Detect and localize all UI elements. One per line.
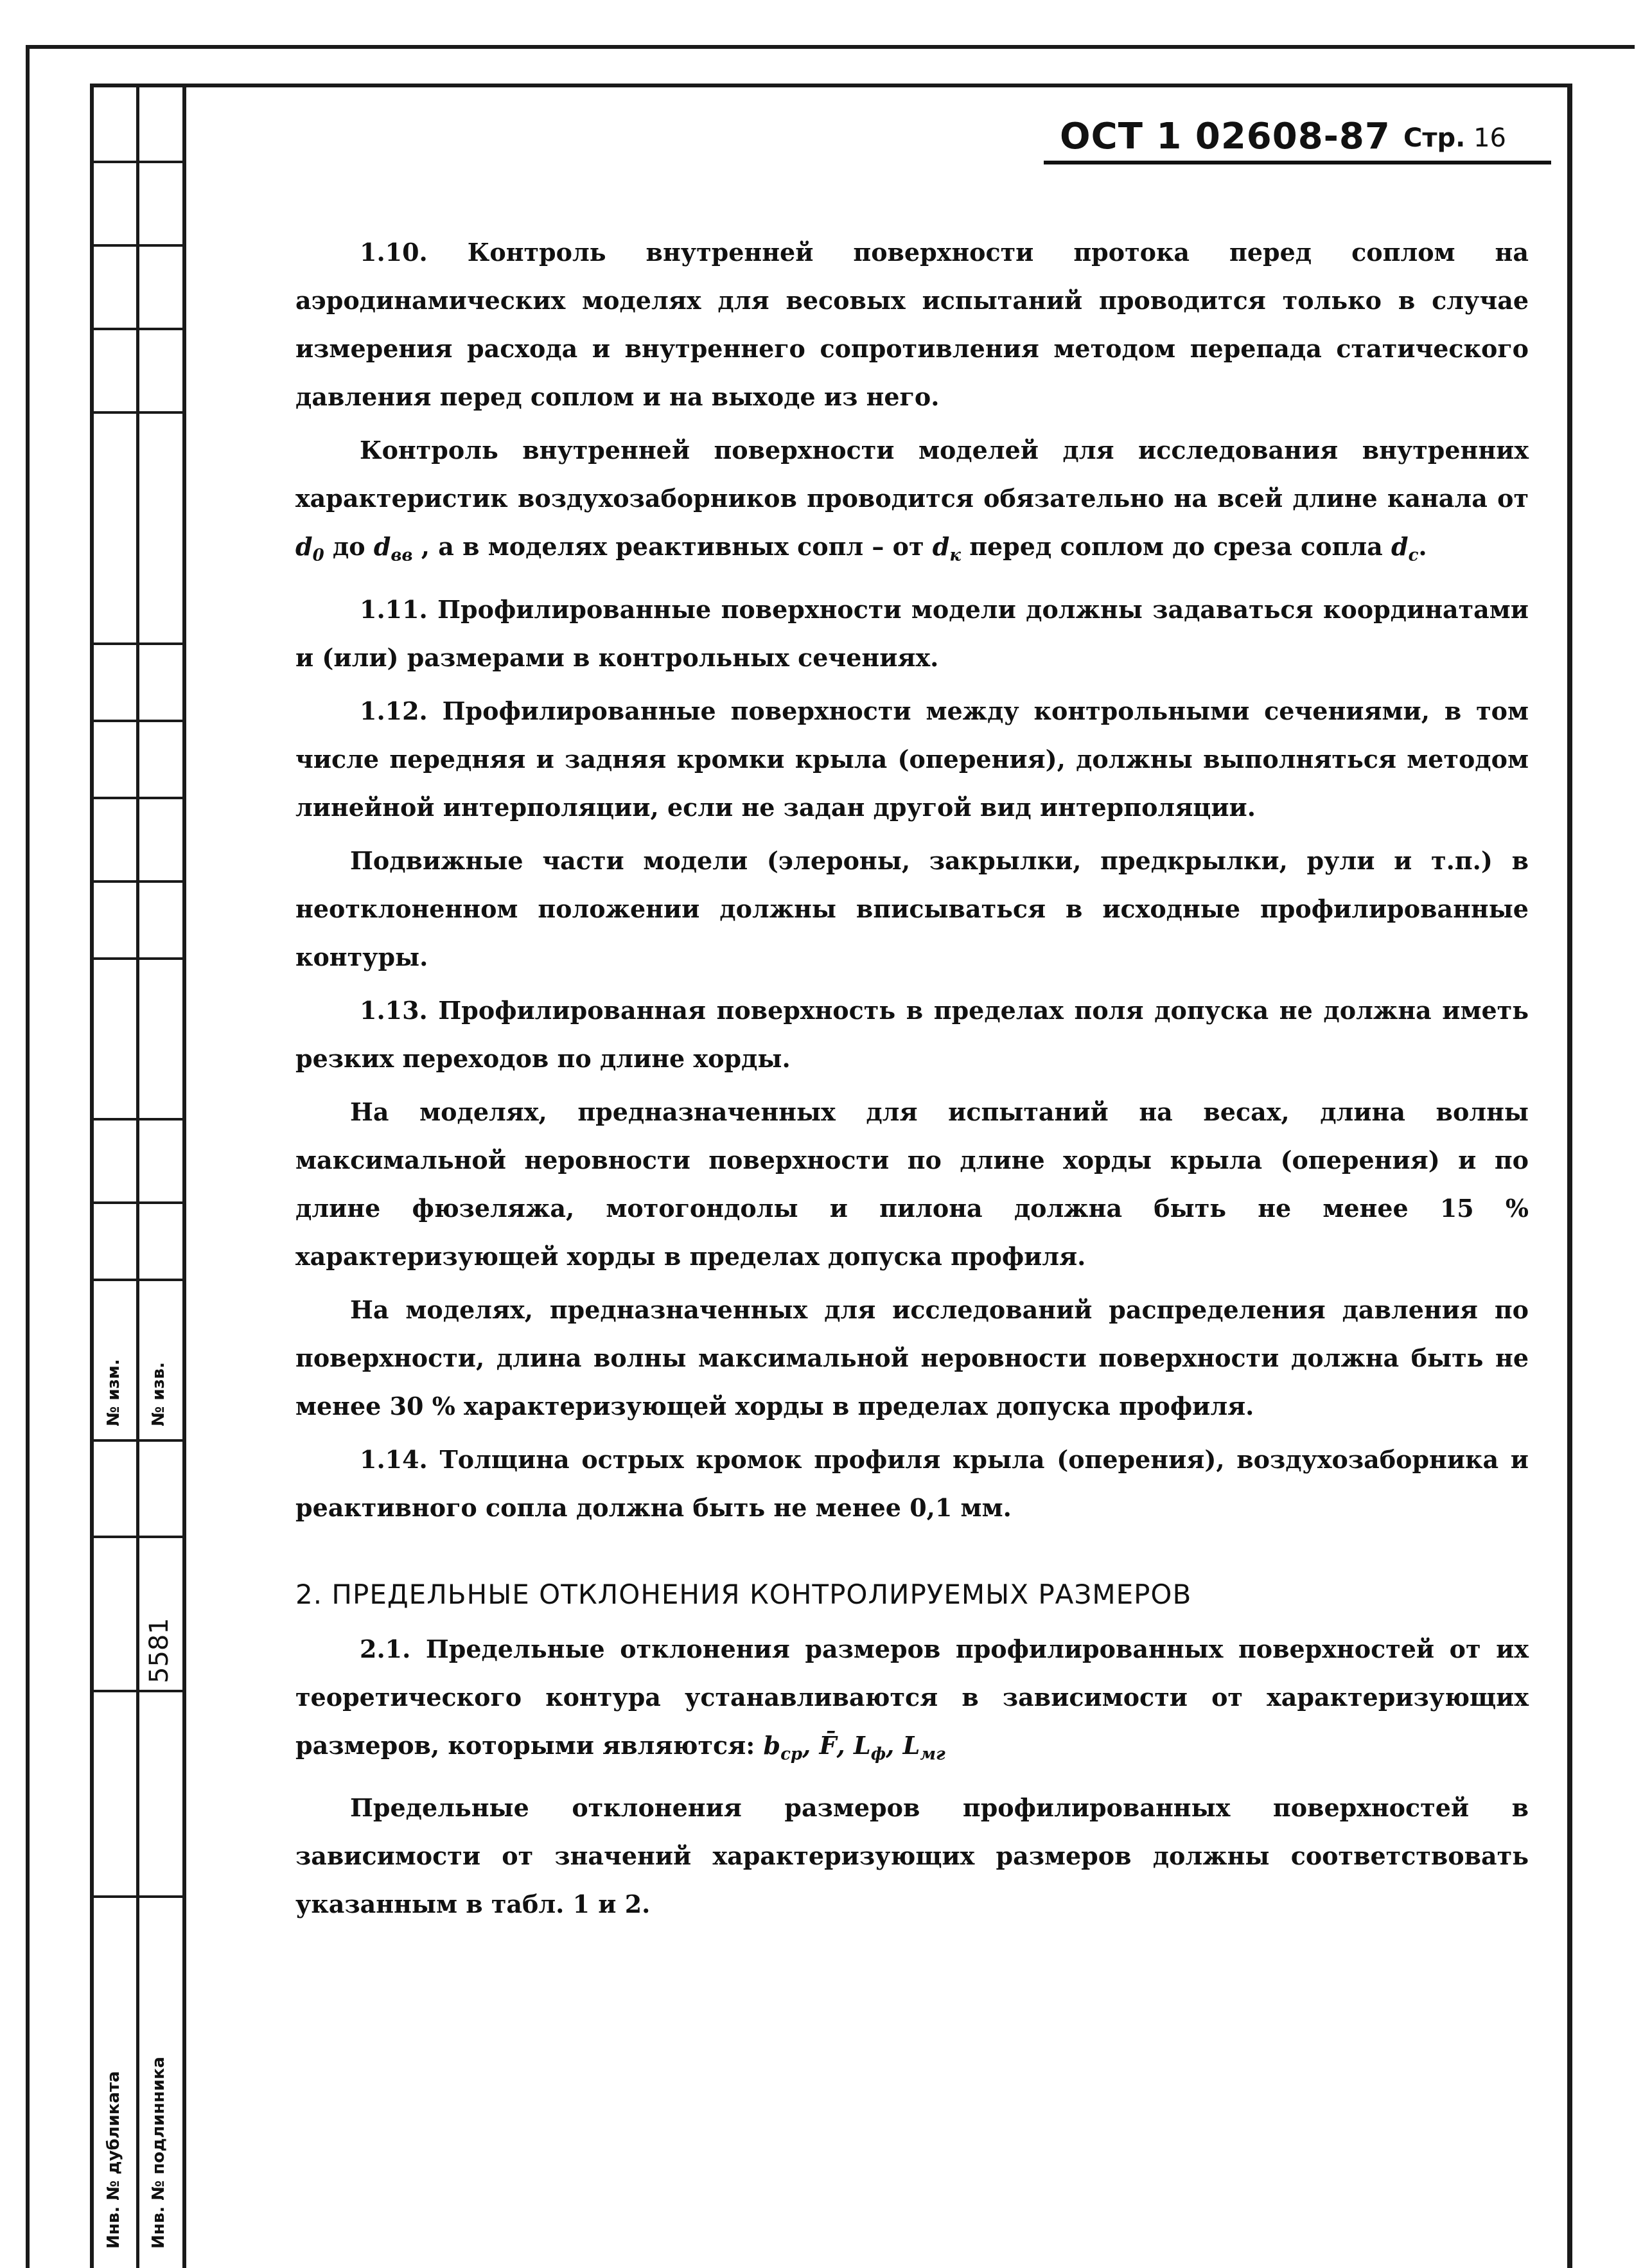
text-fragment: , а в моделях реактивных сопл – от	[421, 532, 924, 561]
strip-rule	[90, 411, 186, 414]
paragraph-1-14: 1.14. Толщина острых кромок профиля крыла (оперения), воздухозаборника и реактивного сопла должна быть не менее 0,1 мм.	[295, 1444, 1529, 1522]
strip-rule	[90, 244, 186, 247]
symbol-letter: d	[1391, 532, 1409, 561]
strip-rule	[90, 797, 186, 799]
strip-rule	[90, 642, 186, 645]
body-text	[295, 228, 1529, 1933]
page-label: Стр.	[1403, 123, 1466, 153]
symbol-sub: с	[1408, 545, 1419, 565]
text-fragment: до	[332, 532, 365, 561]
stamp-dubl: Инв. № дубликата	[104, 2071, 123, 2249]
symbol-letter: d	[295, 532, 313, 561]
symbol-letter: d	[932, 532, 950, 561]
symbol-sub: к	[949, 545, 961, 565]
symbol-dc	[1391, 532, 1419, 565]
paragraph-1-12: 1.12. Профилированные поверхности между контрольными сечениями, в том числе передняя и задняя кромки крыла (оперения), должны выполняться методом линейной интерполяции, если не задан другой вид интерполяции.	[295, 696, 1529, 822]
strip-rule	[90, 1118, 186, 1121]
text-fragment: 2.1. Предельные отклонения размеров профилированных поверхностей от их теоретического контура устанавливаются в зависимости от характеризующих размеров, которыми являются:	[295, 1634, 1529, 1760]
strip-rule	[90, 880, 186, 883]
paragraph-2-1	[295, 1625, 1529, 1779]
paragraph-1-10: 1.10. Контроль внутренней поверхности протока перед соплом на аэродинамических моделях для весовых испытаний проводится только в случае измерения расхода и внутреннего сопротивления методом перепада статического давления перед соплом и на выходе из него.	[295, 238, 1529, 411]
strip-rule	[90, 1895, 186, 1898]
strip-rule	[90, 1690, 186, 1692]
frame-top-border	[90, 84, 1572, 87]
symbol-letter: d	[373, 532, 391, 561]
symbol-dk	[932, 532, 961, 565]
stamp-izv: № изв.	[149, 1362, 168, 1426]
stamp-izm: № изм.	[104, 1359, 123, 1426]
symbols-2-1: $b_{ср}$, F̄, $L_ф$, $L_{мг}$	[763, 1730, 945, 1764]
paragraph-1-11: 1.11. Профилированные поверхности модели должны задаваться координатами и (или) размерами в контрольных сечениях.	[295, 594, 1529, 672]
text-fragment: Контроль внутренней поверхности моделей для исследования внутренних характеристик воздухозаборников проводится обязательно на всей длине канала от	[295, 436, 1529, 513]
paragraph-2-1b: Предельные отклонения размеров профилированных поверхностей в зависимости от значений характеризующих размеров должны соответствовать указанным в табл. 1 и 2.	[295, 1793, 1529, 1919]
symbol-d0	[295, 532, 324, 565]
symbol-dvv	[373, 532, 413, 565]
header-underline	[1044, 161, 1551, 164]
paragraph-1-10b	[295, 426, 1529, 580]
strip-rule	[90, 161, 186, 163]
strip-rule	[90, 1201, 186, 1204]
symbol-sub: 0	[312, 545, 324, 565]
frame-right-border	[1567, 84, 1572, 2268]
paragraph-1-13b: На моделях, предназначенных для испытаний на весах, длина волны максимальной неровности поверхности по длине хорды крыла (оперения) и по длине фюзеляжа, мотогондолы и пилона должна быть не менее 15 % характеризующей хорды в пределах допуска профиля.	[295, 1097, 1529, 1271]
symbol-sub: вв	[391, 545, 413, 565]
stamp-podl: Инв. № подлинника	[149, 2057, 168, 2249]
text-fragment: перед соплом до среза сопла	[969, 532, 1383, 561]
paragraph-1-12b: Подвижные части модели (элероны, закрылки, предкрылки, рули и т.п.) в неотклоненном положении должны вписываться в исходные профилированные контуры.	[295, 846, 1529, 971]
strip-rule	[90, 328, 186, 330]
strip-rule	[90, 720, 186, 722]
page-number-value: 16	[1473, 123, 1506, 153]
page-number	[1403, 123, 1506, 153]
strip-rule	[90, 957, 186, 960]
paragraph-1-13c: На моделях, предназначенных для исследований распределения давления по поверхности, длина волны максимальной неровности поверхности должна быть не менее 30 % характеризующей хорды в пределах допуска профиля.	[295, 1295, 1529, 1421]
stamp-inv-number: 5581	[145, 1618, 174, 1683]
paragraph-1-13: 1.13. Профилированная поверхность в пределах поля допуска не должна иметь резких переходов по длине хорды.	[295, 995, 1529, 1073]
section-heading-2: 2. ПРЕДЕЛЬНЫЕ ОТКЛОНЕНИЯ КОНТРОЛИРУЕМЫХ РАЗМЕРОВ	[295, 1578, 1192, 1610]
document-code: ОСТ 1 02608-87	[1060, 116, 1391, 157]
text-fragment: .	[1418, 532, 1427, 561]
strip-rule	[90, 1279, 186, 1281]
strip-rule	[90, 1439, 186, 1442]
strip-rule	[90, 1536, 186, 1538]
